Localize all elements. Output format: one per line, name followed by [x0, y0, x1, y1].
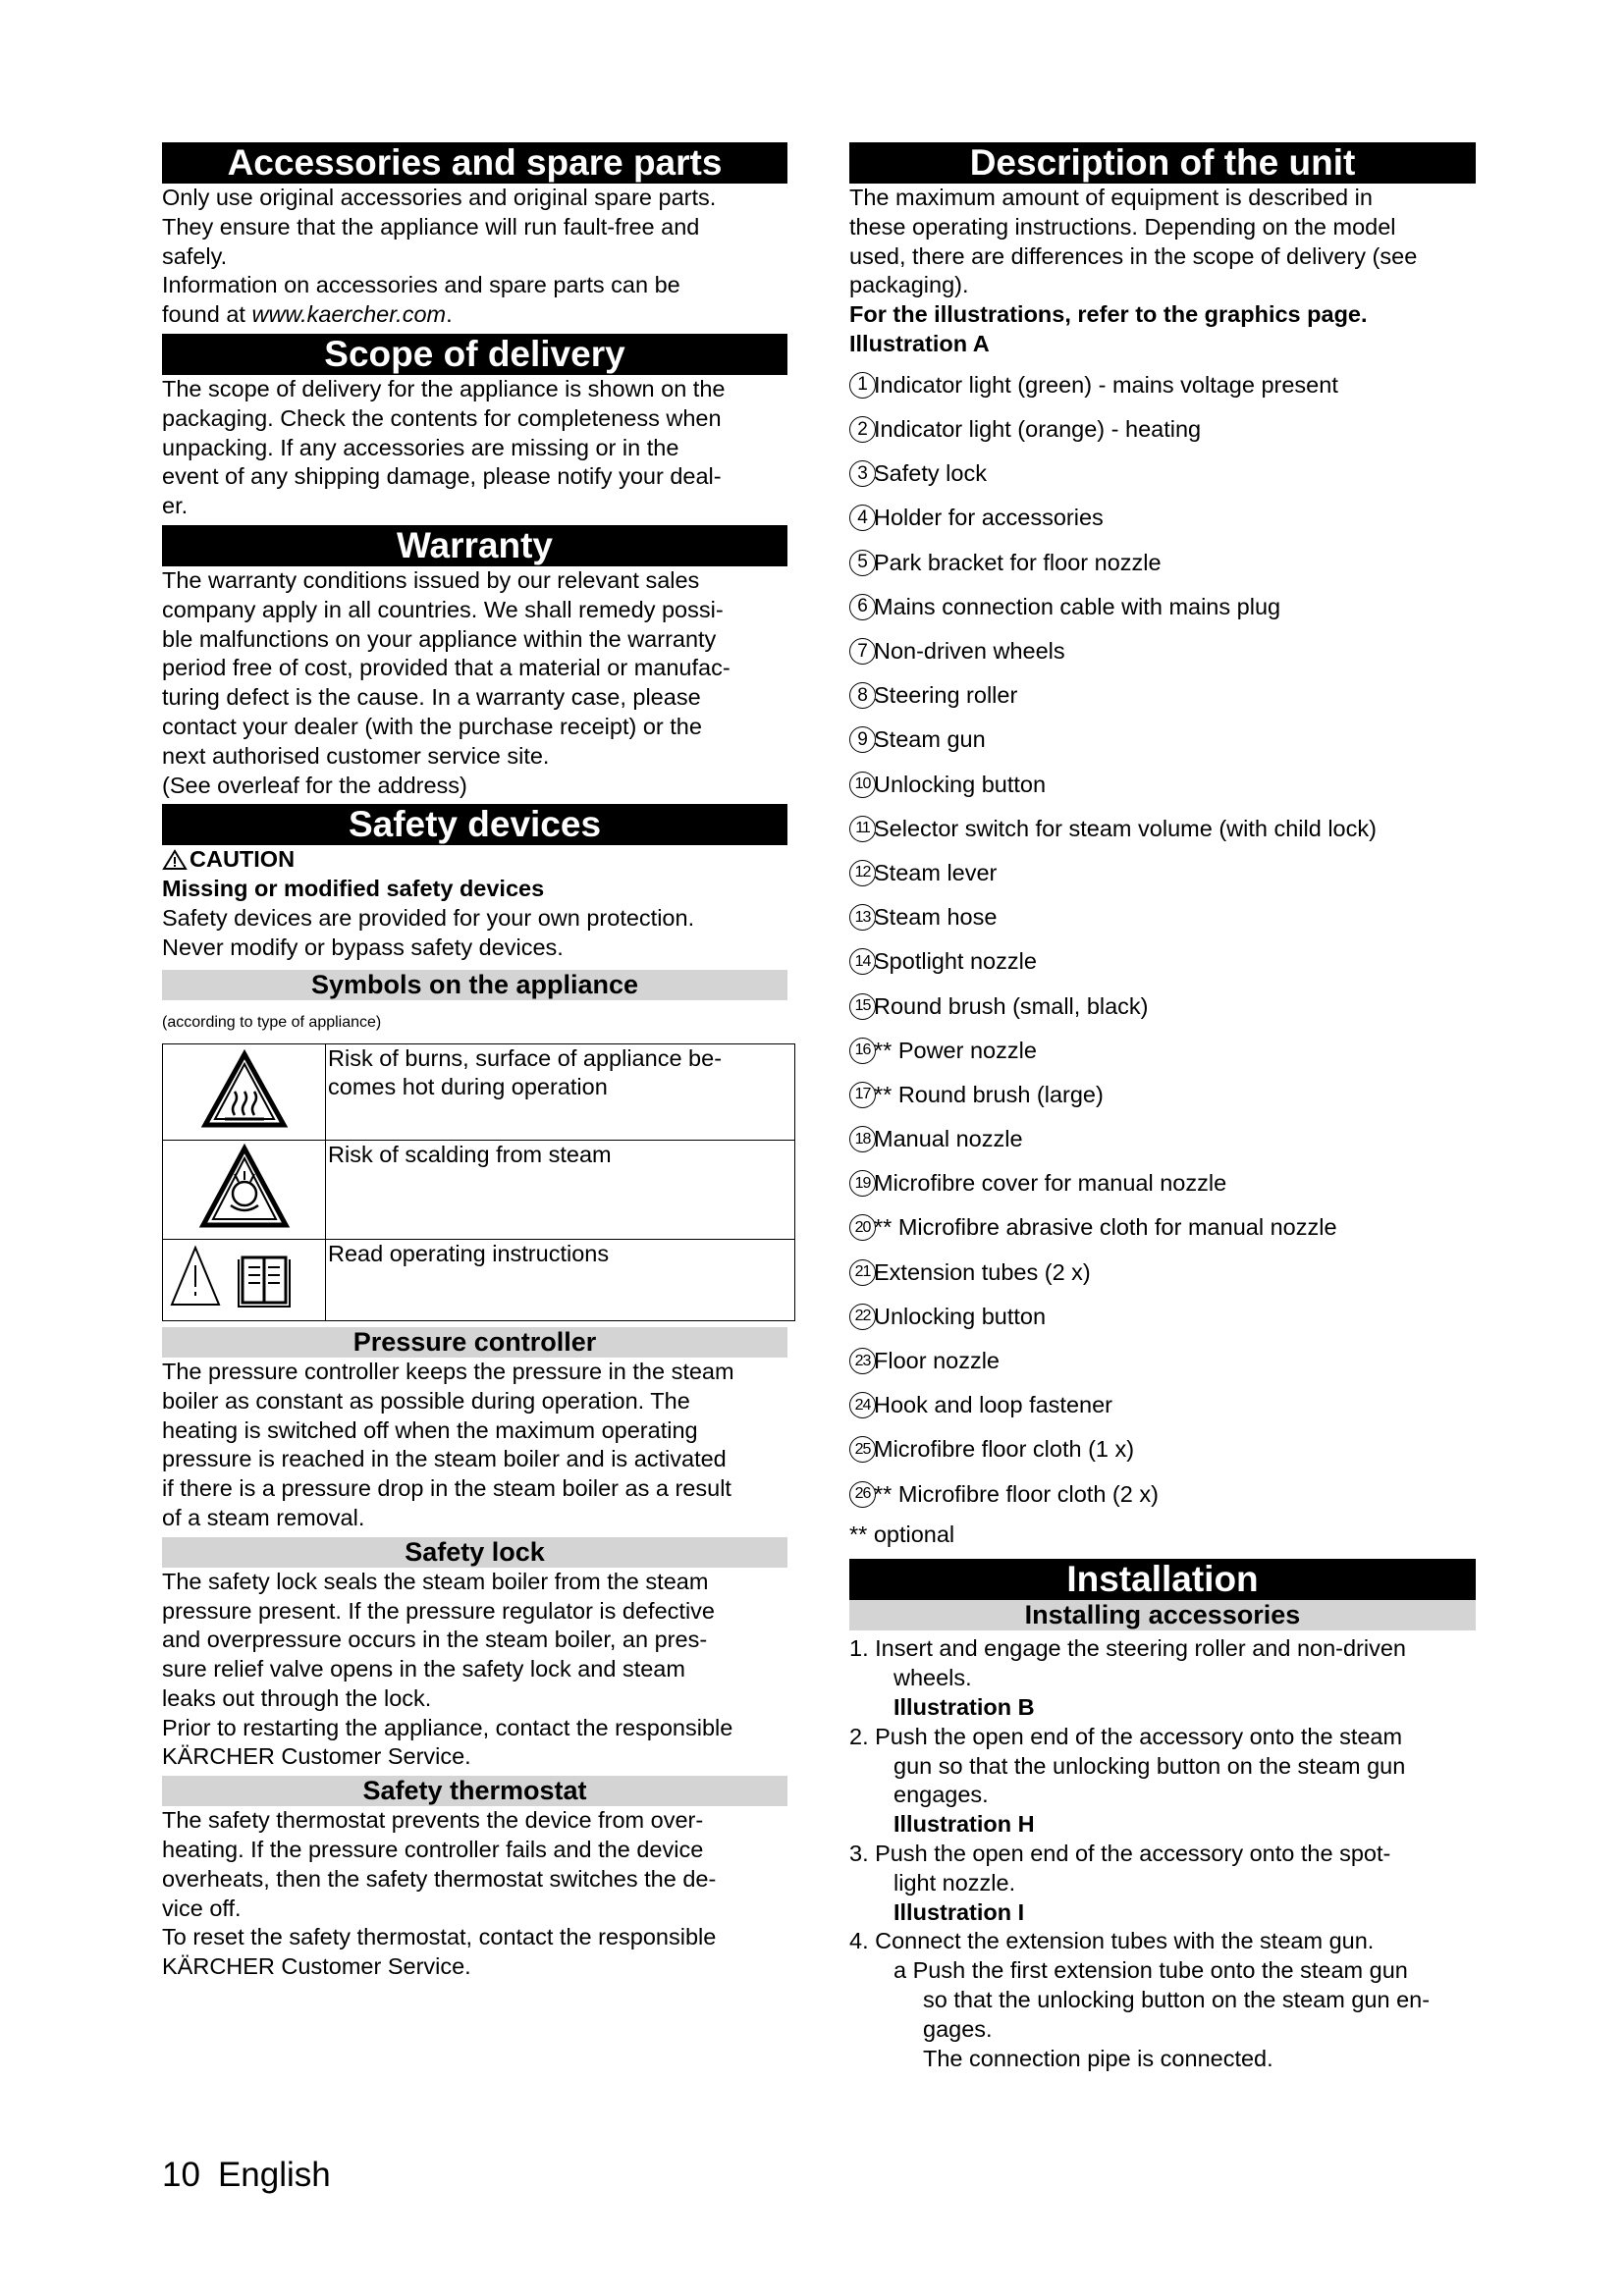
step-line: wheels.: [893, 1665, 972, 1691]
steam-warning-icon: [195, 1141, 294, 1231]
symbol-text-cell: [326, 1043, 795, 1141]
item-label: Manual nozzle: [874, 1126, 1023, 1152]
text-line: pressure present. If the pressure regulator is defective: [162, 1597, 715, 1624]
step-line: light nozzle.: [893, 1869, 1016, 1896]
symbol-text: Read operating instructions: [328, 1241, 610, 1267]
text-fragment: found at: [162, 301, 252, 328]
item-label: ** Microfibre abrasive cloth for manual nozzle: [874, 1214, 1337, 1241]
step-line: 4. Connect the extension tubes with the steam gun.: [849, 1928, 1375, 1954]
symbol-text-cell: [326, 1141, 795, 1240]
item-number-badge: 3: [849, 460, 876, 487]
text-line: The safety thermostat prevents the device from over-: [162, 1807, 704, 1834]
text-line: period free of cost, provided that a material or manufac-: [162, 655, 731, 681]
symbols-table: [162, 1043, 795, 1321]
description-heading: Description of the unit: [849, 142, 1476, 184]
safety-thermostat-heading: Safety thermostat: [162, 1776, 787, 1806]
text-line: The warranty conditions issued by our relevant sales: [162, 566, 700, 593]
parts-list-item: [849, 585, 1476, 629]
text-line: packaging. Check the contents for completeness when: [162, 404, 722, 431]
graphics-page-note: For the illustrations, refer to the graphics page.: [849, 301, 1368, 328]
symbols-note: (according to type of appliance): [162, 1013, 382, 1031]
item-label: Floor nozzle: [874, 1348, 1000, 1373]
parts-list-item: [849, 629, 1476, 673]
installation-steps: [849, 1634, 1476, 2073]
text-line: used, there are differences in the scope of delivery (see: [849, 242, 1418, 269]
installing-accessories-heading: Installing accessories: [849, 1600, 1476, 1630]
item-number-badge: 22: [849, 1304, 876, 1330]
item-label: Microfibre floor cloth (1 x): [874, 1436, 1135, 1463]
caution-text: CAUTION: [189, 846, 296, 873]
step-line: 3. Push the open end of the accessory onto the spot-: [849, 1841, 1391, 1867]
item-number-badge: 8: [849, 682, 876, 709]
item-label: Indicator light (green) - mains voltage present: [874, 371, 1338, 398]
text-line: unpacking. If any accessories are missing or in the: [162, 434, 679, 460]
safety-lock-heading: Safety lock: [162, 1537, 787, 1568]
parts-list-item: [849, 1339, 1476, 1383]
item-number-badge: 9: [849, 726, 876, 753]
symbol-text-cell: [326, 1240, 795, 1321]
text-fragment: .: [446, 301, 453, 328]
text-line: Prior to restarting the appliance, contact the responsible: [162, 1714, 733, 1740]
parts-list-item: [849, 939, 1476, 984]
item-number-badge: 5: [849, 550, 876, 576]
symbol-text: Risk of scalding from steam: [328, 1142, 612, 1168]
step-illustration: Illustration I: [893, 1898, 1025, 1925]
page-number: 10: [162, 2156, 200, 2194]
symbol-icon-cell: [163, 1240, 326, 1321]
item-label: Extension tubes (2 x): [874, 1258, 1091, 1285]
item-number-badge: 7: [849, 638, 876, 665]
safety-devices-heading: Safety devices: [162, 804, 787, 845]
item-label: Safety lock: [874, 460, 987, 487]
accessories-heading: Accessories and spare parts: [162, 142, 787, 184]
text-line: and overpressure occurs in the steam boiler, an pres-: [162, 1627, 708, 1653]
symbol-row: [163, 1043, 795, 1141]
item-number-badge: 21: [849, 1259, 876, 1286]
item-number-badge: 4: [849, 505, 876, 531]
item-number-badge: 1: [849, 372, 876, 399]
item-number-badge: 19: [849, 1170, 876, 1197]
substep-line: The connection pipe is connected.: [923, 2045, 1273, 2071]
step-line: 2. Push the open end of the accessory onto the steam: [849, 1723, 1403, 1749]
item-number-badge: 20: [849, 1214, 876, 1241]
item-label: Round brush (small, black): [874, 992, 1149, 1019]
item-label: Holder for accessories: [874, 505, 1104, 531]
parts-list-item: [849, 1161, 1476, 1205]
text-line: these operating instructions. Depending on the model: [849, 213, 1396, 240]
symbol-row: [163, 1141, 795, 1240]
item-number-badge: 12: [849, 860, 876, 886]
symbol-text: Risk of burns, surface of appliance be-: [328, 1044, 723, 1071]
text-line: contact your dealer (with the purchase receipt) or the: [162, 713, 702, 739]
text-line: Information on accessories and spare parts can be: [162, 272, 680, 298]
text-line: The scope of delivery for the appliance is shown on the: [162, 375, 726, 401]
safety-subheading: Missing or modified safety devices: [162, 876, 545, 902]
item-label: Selector switch for steam volume (with child lock): [874, 815, 1377, 841]
step-illustration: Illustration B: [893, 1694, 1035, 1721]
text-line: if there is a pressure drop in the steam boiler as a result: [162, 1475, 731, 1502]
item-number-badge: 26: [849, 1481, 876, 1508]
text-line: boiler as constant as possible during operation. The: [162, 1387, 690, 1414]
text-line: Safety devices are provided for your own protection.: [162, 904, 695, 931]
parts-list-item: [849, 895, 1476, 939]
text-line: sure relief valve opens in the safety lock and steam: [162, 1656, 685, 1682]
item-number-badge: 6: [849, 594, 876, 620]
right-column: [849, 142, 1476, 2073]
text-line: ble malfunctions on your appliance within the warranty: [162, 625, 717, 652]
text-line: KÄRCHER Customer Service.: [162, 1953, 471, 1980]
parts-list-item: [849, 1029, 1476, 1073]
item-label: ** Round brush (large): [874, 1081, 1104, 1107]
text-line: of a steam removal.: [162, 1504, 365, 1530]
warning-triangle-icon: [162, 849, 188, 871]
parts-list-item: [849, 1295, 1476, 1339]
substep-line: a Push the first extension tube onto the steam gun: [893, 1957, 1408, 1984]
text-line: event of any shipping damage, please notify your deal-: [162, 463, 722, 490]
item-label: Steam lever: [874, 859, 998, 885]
item-label: ** Power nozzle: [874, 1037, 1037, 1063]
text-line: Only use original accessories and original spare parts.: [162, 185, 717, 210]
item-label: Unlocking button: [874, 771, 1047, 797]
text-line: [162, 300, 787, 330]
read-instructions-icon: [166, 1240, 323, 1312]
text-line: The safety lock seals the steam boiler from the steam: [162, 1568, 709, 1594]
page-footer: [162, 2156, 349, 2195]
scope-heading: Scope of delivery: [162, 334, 787, 375]
text-line: leaks out through the lock.: [162, 1684, 432, 1711]
parts-list-item: [849, 363, 1476, 407]
text-line: pressure is reached in the steam boiler and is activated: [162, 1446, 727, 1472]
text-line: They ensure that the appliance will run fault-free and: [162, 213, 700, 240]
item-label: Mains connection cable with mains plug: [874, 593, 1281, 619]
caution-label: [162, 845, 787, 875]
parts-list-item: [849, 452, 1476, 496]
text-line: The maximum amount of equipment is described in: [849, 185, 1373, 210]
page-language: English: [217, 2156, 331, 2194]
item-label: Spotlight nozzle: [874, 948, 1037, 975]
item-number-badge: 24: [849, 1392, 876, 1418]
optional-note: ** optional: [849, 1521, 955, 1547]
parts-list: [849, 363, 1476, 1517]
item-label: Unlocking button: [874, 1303, 1047, 1329]
symbol-icon-cell: [163, 1141, 326, 1240]
item-number-badge: 14: [849, 948, 876, 975]
item-number-badge: 2: [849, 416, 876, 443]
text-line: (See overleaf for the address): [162, 772, 467, 798]
text-line: heating is switched off when the maximum operating: [162, 1416, 698, 1443]
item-number-badge: 13: [849, 904, 876, 931]
substep-line: so that the unlocking button on the steam gun en-: [923, 1987, 1431, 2013]
item-label: Steam gun: [874, 726, 986, 753]
text-line: overheats, then the safety thermostat switches the de-: [162, 1865, 717, 1892]
item-label: Indicator light (orange) - heating: [874, 416, 1202, 443]
symbol-row: [163, 1240, 795, 1321]
item-number-badge: 25: [849, 1436, 876, 1463]
step-line: gun so that the unlocking button on the steam gun: [893, 1752, 1406, 1779]
parts-list-item: [849, 1471, 1476, 1516]
warranty-heading: Warranty: [162, 525, 787, 566]
item-number-badge: 15: [849, 993, 876, 1020]
parts-list-item: [849, 807, 1476, 851]
symbol-icon-cell: [163, 1043, 326, 1141]
substep-line: gages.: [923, 2015, 993, 2042]
parts-list-item: [849, 1073, 1476, 1117]
symbol-text: comes hot during operation: [328, 1074, 608, 1100]
parts-list-item: [849, 1251, 1476, 1295]
text-line: heating. If the pressure controller fails and the device: [162, 1837, 704, 1863]
pressure-controller-heading: Pressure controller: [162, 1327, 787, 1358]
left-column: [162, 142, 787, 1982]
text-line: vice off.: [162, 1895, 242, 1921]
text-line: turing defect is the cause. In a warranty case, please: [162, 684, 701, 711]
parts-list-item: [849, 762, 1476, 806]
parts-list-item: [849, 1427, 1476, 1471]
text-line: packaging).: [849, 272, 969, 298]
text-line: To reset the safety thermostat, contact the responsible: [162, 1924, 717, 1950]
item-label: Microfibre cover for manual nozzle: [874, 1170, 1227, 1197]
installation-heading: Installation: [849, 1559, 1476, 1600]
text-line: er.: [162, 493, 189, 519]
step-illustration: Illustration H: [893, 1811, 1035, 1838]
step-line: engages.: [893, 1782, 989, 1808]
parts-list-item: [849, 851, 1476, 895]
parts-list-item: [849, 718, 1476, 762]
parts-list-item: [849, 407, 1476, 452]
parts-list-item: [849, 673, 1476, 718]
item-number-badge: 11: [849, 816, 876, 842]
parts-list-item: [849, 1383, 1476, 1427]
text-line: safely.: [162, 242, 228, 269]
hot-surface-warning-icon: [195, 1044, 294, 1133]
item-label: Steam hose: [874, 904, 998, 931]
item-number-badge: 17: [849, 1082, 876, 1108]
text-line: company apply in all countries. We shall remedy possi-: [162, 596, 724, 622]
symbols-heading: Symbols on the appliance: [162, 970, 787, 1000]
text-line: The pressure controller keeps the pressure in the steam: [162, 1358, 734, 1384]
item-label: Hook and loop fastener: [874, 1392, 1112, 1418]
parts-list-item: [849, 1205, 1476, 1250]
parts-list-item: [849, 984, 1476, 1028]
item-label: Steering roller: [874, 682, 1018, 709]
parts-list-item: [849, 541, 1476, 585]
parts-list-item: [849, 496, 1476, 540]
step-line: 1. Insert and engage the steering roller and non-driven: [849, 1635, 1406, 1662]
kaercher-link[interactable]: www.kaercher.com: [251, 301, 447, 328]
item-number-badge: 23: [849, 1348, 876, 1374]
item-label: Non-driven wheels: [874, 638, 1065, 664]
item-number-badge: 16: [849, 1038, 876, 1064]
item-label: ** Microfibre floor cloth (2 x): [874, 1480, 1159, 1507]
text-line: next authorised customer service site.: [162, 742, 550, 769]
item-number-badge: 10: [849, 772, 876, 798]
parts-list-item: [849, 1117, 1476, 1161]
item-label: Park bracket for floor nozzle: [874, 549, 1162, 575]
text-line: Never modify or bypass safety devices.: [162, 934, 564, 960]
item-number-badge: 18: [849, 1126, 876, 1152]
illustration-label: Illustration A: [849, 330, 990, 356]
text-line: KÄRCHER Customer Service.: [162, 1743, 471, 1770]
